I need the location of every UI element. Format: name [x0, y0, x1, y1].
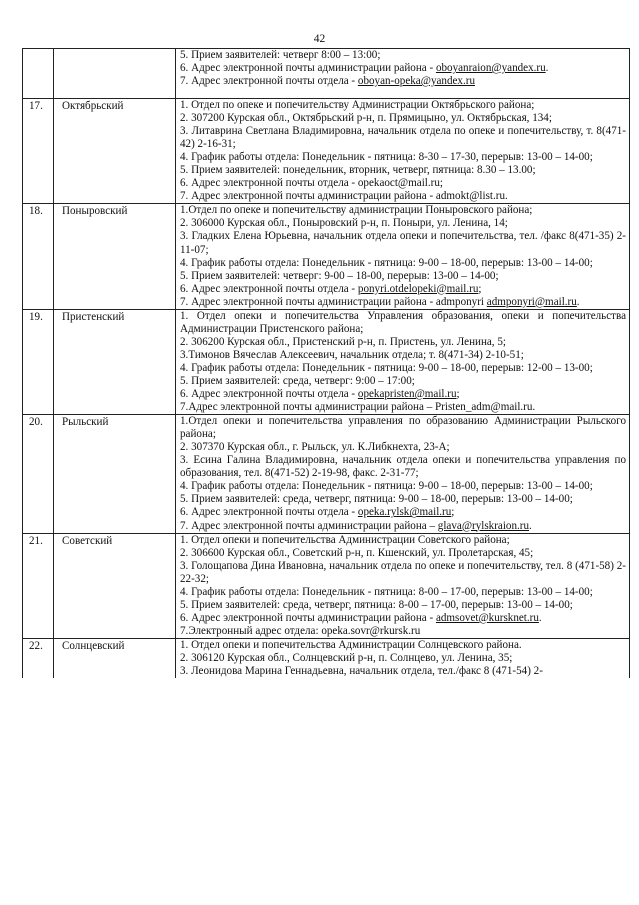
- info-line: [180, 547, 626, 560]
- info-line-tail: ;: [451, 506, 455, 519]
- info-line-text: 2. 307200 Курская обл., Октябрьский р-н, п. Прямицыно, ул. Октябрьская, 134;: [180, 112, 552, 125]
- info-line: [180, 612, 626, 625]
- info-line: [180, 62, 626, 75]
- info-line-text: 5. Прием заявителей: четверг: 9-00 – 18-00, перерыв: 13-00 – 14-00;: [180, 269, 499, 282]
- info-line-tail: .: [545, 62, 549, 75]
- info-line-text: 2. 306200 Курская обл., Пристенский р-н, п. Пристень, ул. Ленина, 5;: [180, 335, 506, 348]
- email-link[interactable]: ponyri.otdelopeki@mail.ru: [357, 282, 479, 295]
- email-link[interactable]: oboyan-opeka@yandex.ru: [357, 75, 475, 88]
- info-line: [180, 75, 626, 88]
- info-line: [180, 454, 626, 480]
- info-line: [180, 190, 626, 203]
- info-line-tail: .: [576, 295, 580, 308]
- info-line-text: 3. Гладких Елена Юрьевна, начальник отдела опеки и попечительства, тел. /факс 8(471-35) 2-11-07;: [180, 230, 626, 256]
- district-name-cell: Пристенский: [54, 309, 176, 414]
- info-line-text: 1. Отдел опеки и попечительства Управления образования, опеки и попечительства Администрации Пристенского района;: [180, 309, 626, 335]
- email-link[interactable]: glava@rylskraion.ru: [437, 519, 530, 532]
- info-line: [180, 151, 626, 164]
- row-number-cell: 19.: [23, 309, 54, 414]
- info-line: [180, 375, 626, 388]
- table-row: [23, 638, 630, 678]
- info-line: [180, 296, 626, 309]
- row-number-cell: [23, 49, 54, 99]
- info-line-text: 1. Отдел по опеке и попечительству Администрации Октябрьского района;: [180, 99, 535, 111]
- info-line: [180, 125, 626, 151]
- info-line-text: 5. Прием заявителей: среда, четверг: 9:00 – 17:00;: [180, 374, 415, 387]
- info-line-text: 7. Адрес электронной почты отдела -: [180, 75, 358, 88]
- info-line: [180, 217, 626, 230]
- info-line-text: 3. Есина Галина Владимировна, начальник отдела опеки и попечительства управления по образования, тел. 8(471-52) 2-19-98, факс. 2-31-77;: [180, 454, 626, 480]
- info-line: [180, 349, 626, 362]
- info-line-text: 7. Адрес электронной почты администрации района –: [180, 519, 438, 532]
- info-line-text: 3. Голощапова Дина Ивановна, начальник отдела по опеке и попечительству, тел. 8 (471-58) 2-22-32;: [180, 559, 626, 585]
- info-line: [180, 441, 626, 454]
- info-line: [180, 336, 626, 349]
- info-line-text: 1. Отдел опеки и попечительства Администрации Советского района;: [180, 533, 510, 546]
- district-name-cell: Поныровский: [54, 204, 176, 309]
- info-line: [180, 230, 626, 256]
- page-number: 42: [313, 33, 326, 45]
- info-line: [180, 270, 626, 283]
- info-line-text: 6. Адрес электронной почты отдела -: [180, 388, 358, 401]
- info-line-text: 3. Леонидова Марина Геннадьевна, начальник отдела, тел./факс 8 (471-54) 2-: [180, 665, 543, 678]
- info-line-text: 5. Прием заявителей: четверг 8:00 – 13:00;: [180, 49, 381, 61]
- info-line-text: 5. Прием заявителей: понедельник, вторник, четверг, пятница: 8.30 – 13.00;: [180, 164, 536, 177]
- district-name-cell: Солнцевский: [54, 638, 176, 678]
- info-line-text: 2. 306600 Курская обл., Советский р-н, п. Кшенский, ул. Пролетарская, 45;: [180, 546, 534, 559]
- email-link[interactable]: opekapristen@mail.ru: [357, 388, 457, 401]
- info-line-text: 2. 306120 Курская обл., Солнцевский р-н, п. Солнцево, ул. Ленина, 35;: [180, 651, 513, 664]
- info-line: [180, 49, 626, 62]
- info-line: [180, 415, 626, 441]
- email-link[interactable]: admsovet@kursknet.ru: [435, 611, 539, 624]
- info-line: [180, 520, 626, 533]
- district-info-cell: [176, 99, 630, 204]
- info-line-text: 6. Адрес электронной почты администрации района -: [180, 62, 436, 75]
- info-line-text: 3. Литаврина Светлана Владимировна, начальник отдела по опеке и попечительству, т. 8(471-42) 2-16-31;: [180, 125, 626, 151]
- info-line-text: 2. 307370 Курская обл., г. Рыльск, ул. К.Либкнехта, 23-А;: [180, 441, 450, 454]
- info-line-text: 1.Отдел опеки и попечительства управления по образованию Администрации Рыльского района;: [180, 415, 626, 441]
- info-line-tail: ;: [456, 388, 460, 401]
- info-line: [180, 599, 626, 612]
- info-line-text: 6. Адрес электронной почты администрации района -: [180, 611, 436, 624]
- table-row: [23, 533, 630, 638]
- info-line: [180, 164, 626, 177]
- info-line-tail: ;: [478, 282, 482, 295]
- row-number-cell: 18.: [23, 204, 54, 309]
- info-line-text: 4. График работы отдела: Понедельник - пятница: 8-00 – 17-00, перерыв: 13-00 – 14-00;: [180, 585, 593, 598]
- info-line-text: 6. Адрес электронной почты отдела - opekaoct@mail.ru;: [180, 177, 443, 190]
- district-info-cell: [176, 204, 630, 309]
- info-line: [180, 534, 626, 547]
- districts-table: [22, 48, 630, 678]
- info-line-text: 7. Адрес электронной почты администрации района - admokt@list.ru.: [180, 190, 508, 203]
- table-row: [23, 204, 630, 309]
- info-line: [180, 480, 626, 493]
- row-number-cell: 20.: [23, 415, 54, 533]
- table-row: [23, 99, 630, 204]
- district-info-cell: [176, 415, 630, 533]
- district-name-cell: Советский: [54, 533, 176, 638]
- districts-table-body: [23, 49, 630, 679]
- info-line: [180, 283, 626, 296]
- info-line: [180, 310, 626, 336]
- info-line-text: 7.Адрес электронной почты администрации района – Pristen_adm@mail.ru.: [180, 401, 536, 414]
- info-line: [180, 506, 626, 519]
- table-row-continuation: [23, 49, 630, 99]
- info-line: [180, 401, 626, 414]
- info-line: [180, 652, 626, 665]
- info-line-text: 6. Адрес электронной почты отдела -: [180, 506, 358, 519]
- info-line-tail: .: [529, 519, 532, 532]
- info-line-text: 5. Прием заявителей: среда, четверг, пятница: 9-00 – 18-00, перерыв: 13-00 – 14-00;: [180, 493, 573, 506]
- info-line-tail: .: [538, 611, 542, 624]
- info-line: [180, 493, 626, 506]
- row-number-cell: 21.: [23, 533, 54, 638]
- email-link[interactable]: admponyri@mail.ru: [486, 295, 577, 308]
- info-line: [180, 586, 626, 599]
- info-line: [180, 257, 626, 270]
- info-line-text: 2. 306000 Курская обл., Поныровский р-н, п. Поныри, ул. Ленина, 14;: [180, 217, 508, 230]
- info-line: [180, 99, 626, 112]
- district-name-cell: Октябрьский: [54, 99, 176, 204]
- info-line: [180, 639, 626, 652]
- email-link[interactable]: opeka.rylsk@mail.ru: [357, 506, 452, 519]
- info-line-text: 1. Отдел опеки и попечительства Администрации Солнцевского района.: [180, 638, 522, 651]
- info-line: [180, 625, 626, 638]
- info-line-text: 7. Адрес электронной почты администрации района - admponyri: [180, 295, 487, 308]
- info-line: [180, 204, 626, 217]
- info-line-text: 7.Электронный адрес отдела: opeka.sovr@rkursk.ru: [180, 624, 421, 637]
- info-line: [180, 388, 626, 401]
- district-info-cell: [176, 638, 630, 678]
- district-info-cell: [176, 309, 630, 414]
- info-line-text: 1.Отдел по опеке и попечительству администрации Поныровского района;: [180, 204, 533, 217]
- table-row: [23, 415, 630, 533]
- info-line: [180, 177, 626, 190]
- district-name-cell: [54, 49, 176, 99]
- info-line: [180, 665, 626, 678]
- info-line-text: 6. Адрес электронной почты отдела -: [180, 282, 358, 295]
- row-number-cell: 17.: [23, 99, 54, 204]
- info-line-text: 4. График работы отдела: Понедельник - пятница: 8-30 – 17-30, перерыв: 13-00 – 14-00;: [180, 151, 593, 164]
- info-line: [180, 112, 626, 125]
- email-link[interactable]: oboyanraion@yandex.ru: [435, 62, 546, 75]
- row-number-cell: 22.: [23, 638, 54, 678]
- info-line-text: 5. Прием заявителей: среда, четверг, пятница: 8-00 – 17-00, перерыв: 13-00 – 14-00;: [180, 598, 573, 611]
- info-line: [180, 560, 626, 586]
- info-line-text: 4. График работы отдела: Понедельник - пятница: 9-00 – 18-00, перерыв: 12-00 – 13-00;: [180, 361, 593, 374]
- info-line-text: 4. График работы отдела: Понедельник - пятница: 9-00 – 18-00, перерыв: 13-00 – 14-00;: [180, 256, 593, 269]
- table-row: [23, 309, 630, 414]
- info-line: [180, 362, 626, 375]
- info-line-text: 3.Тимонов Вячеслав Алексеевич, начальник отдела; т. 8(471-34) 2-10-51;: [180, 348, 524, 361]
- district-info-cell: [176, 533, 630, 638]
- district-info-cell: [176, 49, 630, 99]
- district-name-cell: Рыльский: [54, 415, 176, 533]
- info-line-text: 4. График работы отдела: Понедельник - пятница: 9-00 – 18-00, перерыв: 13-00 – 14-00;: [180, 480, 593, 493]
